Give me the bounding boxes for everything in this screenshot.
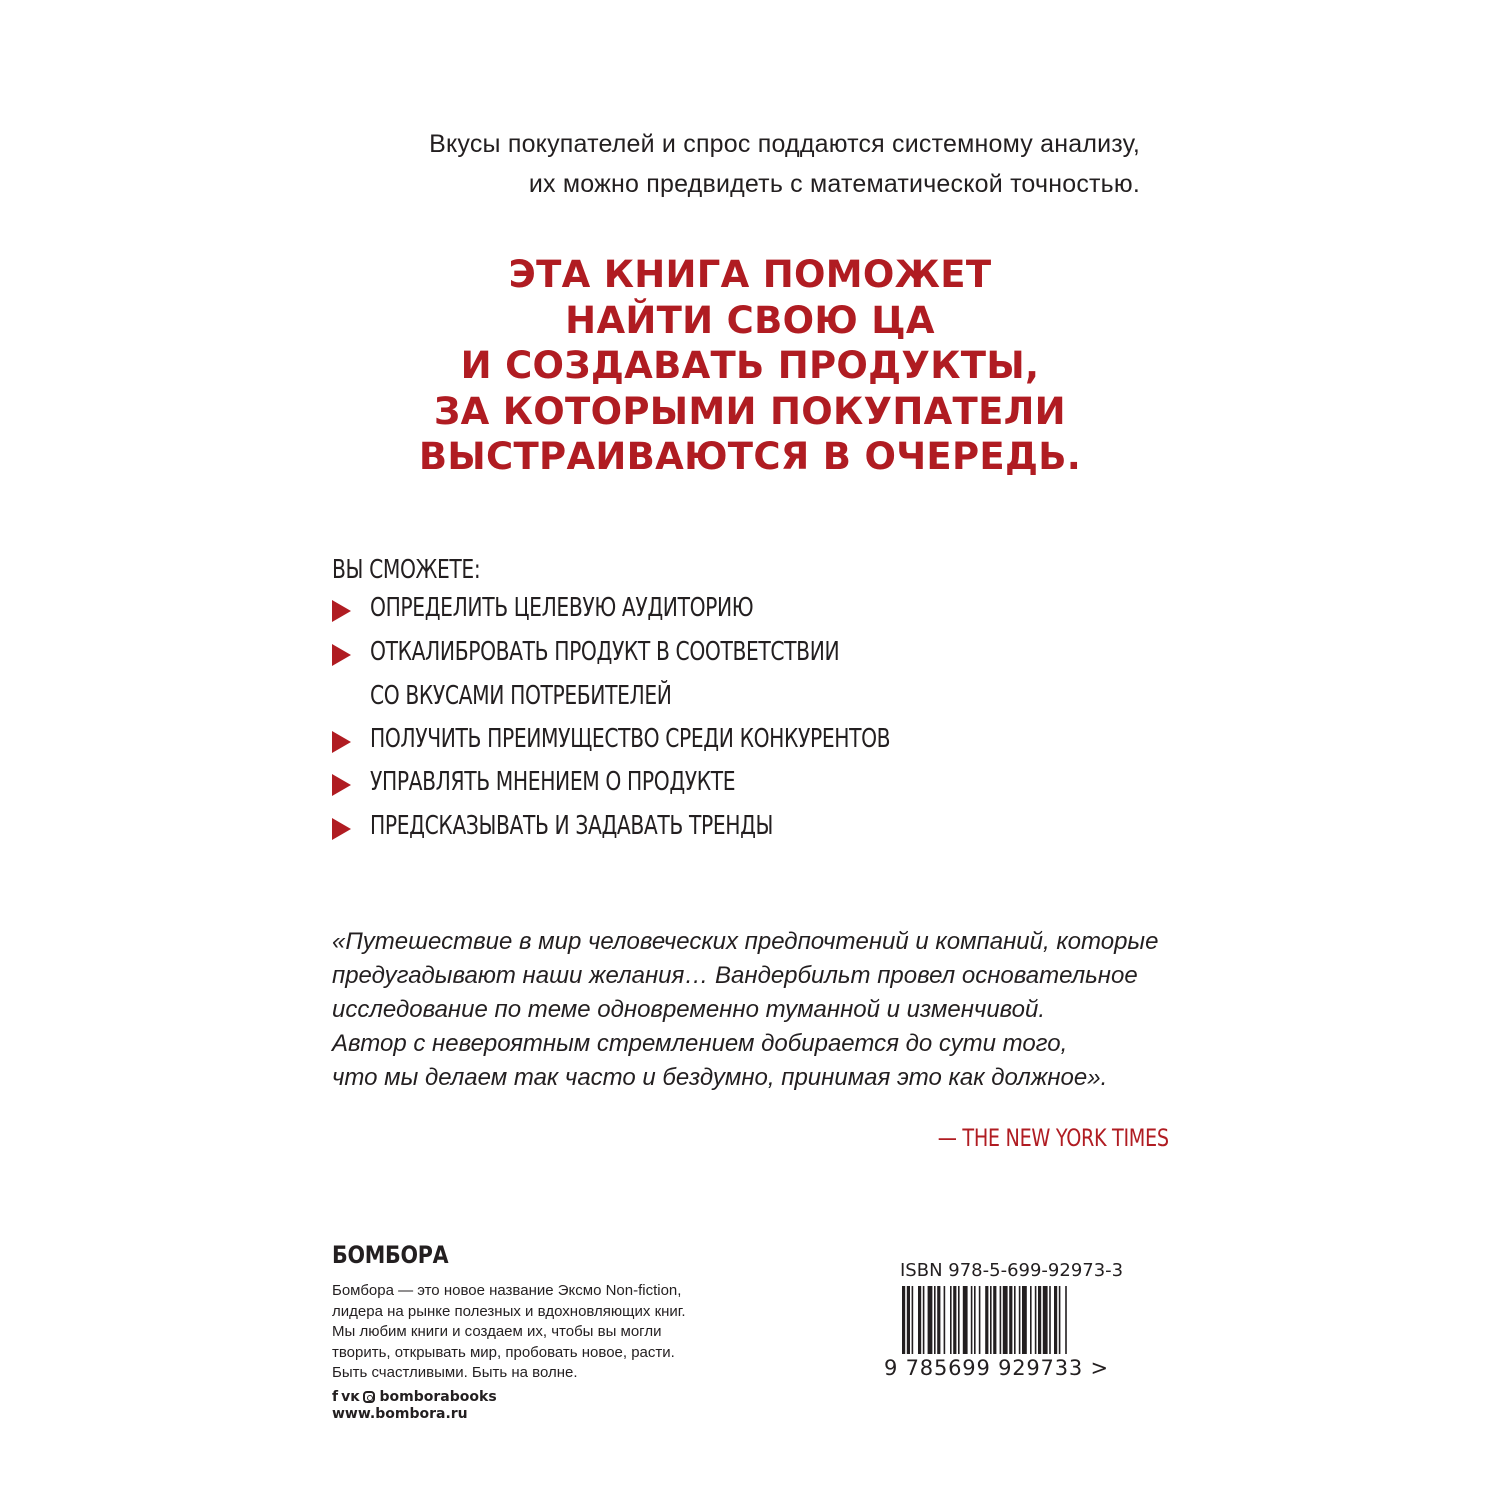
isbn-label: ISBN 978-5-699-92973-3 xyxy=(900,1260,1124,1281)
benefit-text: ОПРЕДЕЛИТЬ ЦЕЛЕВУЮ АУДИТОРИЮ xyxy=(370,593,754,623)
barcode-bar xyxy=(1014,1286,1016,1354)
barcode-bar xyxy=(1009,1286,1012,1354)
barcode-bar xyxy=(1043,1286,1048,1354)
quote-line: «Путешествие в мир человеческих предпочтений и компаний, которые xyxy=(332,928,1159,955)
barcode-bar xyxy=(979,1286,981,1354)
barcode-bar xyxy=(937,1286,940,1354)
barcode-bar xyxy=(907,1286,910,1354)
barcode-bar xyxy=(1000,1286,1002,1354)
barcode-bar xyxy=(950,1286,952,1354)
triangle-right-icon xyxy=(332,600,351,622)
barcode-bar xyxy=(953,1286,956,1354)
headline-line: ЭТА КНИГА ПОМОЖЕТ xyxy=(508,253,992,296)
triangle-right-icon xyxy=(332,774,351,796)
barcode-bar xyxy=(1065,1286,1067,1354)
barcode-bar xyxy=(912,1286,914,1354)
intro-text xyxy=(300,124,1140,204)
barcode-bar xyxy=(974,1286,976,1354)
headline-line: ВЫСТРАИВАЮТСЯ В ОЧЕРЕДЬ. xyxy=(418,435,1082,478)
intro-line: Вкусы покупателей и спрос поддаются системному анализу, xyxy=(429,130,1140,158)
barcode-bar xyxy=(923,1286,925,1354)
triangle-right-icon xyxy=(332,644,351,666)
barcode-bar xyxy=(985,1286,988,1354)
barcode-bar xyxy=(1059,1286,1061,1354)
quote-line: что мы делаем так часто и бездумно, принимая это как должное». xyxy=(332,1064,1108,1091)
barcode-bar xyxy=(944,1286,946,1354)
barcode-bar xyxy=(1019,1286,1021,1354)
barcode-bar xyxy=(1030,1286,1032,1354)
quote-source xyxy=(880,1124,1169,1152)
social-handle[interactable]: bomborabooks xyxy=(379,1389,497,1405)
intro-line: их можно предвидеть с математической точностью. xyxy=(528,170,1140,198)
benefit-text: ОТКАЛИБРОВАТЬ ПРОДУКТ В СООТВЕТСТВИИ xyxy=(370,637,840,667)
headline-line: И СОЗДАВАТЬ ПРОДУКТЫ, xyxy=(460,344,1040,387)
barcode-bar xyxy=(993,1286,996,1354)
social-links xyxy=(332,1386,497,1408)
barcode-bar xyxy=(928,1286,933,1354)
publisher-logo: БОМБОРА xyxy=(332,1241,449,1269)
barcode-bar xyxy=(1035,1286,1037,1354)
benefits-heading: ВЫ СМОЖЕТЕ: xyxy=(332,555,481,585)
blurb-line: творить, открывать мир, пробовать новое, расти. xyxy=(332,1343,675,1361)
barcode-bar xyxy=(1049,1286,1051,1354)
publisher-blurb xyxy=(332,1281,852,1384)
barcode xyxy=(902,1286,1114,1354)
barcode-bar xyxy=(902,1286,905,1354)
blurb-line: Быть счастливыми. Быть на волне. xyxy=(332,1364,578,1381)
barcode-bar xyxy=(934,1286,936,1354)
review-quote xyxy=(332,925,1159,1095)
facebook-icon[interactable]: f xyxy=(332,1389,339,1405)
barcode-bar xyxy=(1022,1286,1027,1354)
benefit-text: УПРАВЛЯТЬ МНЕНИЕМ О ПРОДУКТЕ xyxy=(370,767,736,797)
benefit-text: СО ВКУСАМИ ПОТРЕБИТЕЛЕЙ xyxy=(370,681,672,711)
barcode-bar xyxy=(1003,1286,1008,1354)
instagram-icon[interactable] xyxy=(363,1391,375,1403)
quote-line: предугадывают наши желания… Вандербильт провел основательное xyxy=(332,962,1138,989)
triangle-right-icon xyxy=(332,731,351,753)
quote-line: Автор с невероятным стремлением добирается до сути того, xyxy=(332,1030,1068,1057)
barcode-bar xyxy=(963,1286,968,1354)
blurb-line: лидера на рынке полезных и вдохновляющих книг. xyxy=(332,1302,686,1320)
barcode-bar xyxy=(990,1286,992,1354)
vk-icon[interactable]: ᴠᴋ xyxy=(341,1389,360,1405)
blurb-line: Мы любим книги и создаем их, чтобы вы могли xyxy=(332,1323,662,1340)
quote-line: исследование по теме одновременно туманной и изменчивой. xyxy=(332,996,1046,1023)
headline xyxy=(270,252,1230,480)
quote-source-text: — THE NEW YORK TIMES xyxy=(937,1124,1169,1152)
blurb-line: Бомбора — это новое название Эксмо Non-fiction, xyxy=(332,1282,682,1299)
barcode-bar xyxy=(918,1286,921,1354)
barcode-bar xyxy=(1038,1286,1041,1354)
benefit-text: ПРЕДСКАЗЫВАТЬ И ЗАДАВАТЬ ТРЕНДЫ xyxy=(370,811,774,841)
barcode-bar xyxy=(958,1286,960,1354)
barcode-bar xyxy=(1054,1286,1057,1354)
website-link[interactable]: www.bombora.ru xyxy=(332,1406,468,1422)
benefit-text: ПОЛУЧИТЬ ПРЕИМУЩЕСТВО СРЕДИ КОНКУРЕНТОВ xyxy=(370,724,891,754)
triangle-right-icon xyxy=(332,818,351,840)
headline-line: ЗА КОТОРЫМИ ПОКУПАТЕЛИ xyxy=(434,389,1066,433)
headline-line: НАЙТИ СВОЮ ЦА xyxy=(565,298,935,342)
barcode-digits: 9 785699 929733 > xyxy=(884,1356,1109,1380)
barcode-bar xyxy=(971,1286,973,1354)
